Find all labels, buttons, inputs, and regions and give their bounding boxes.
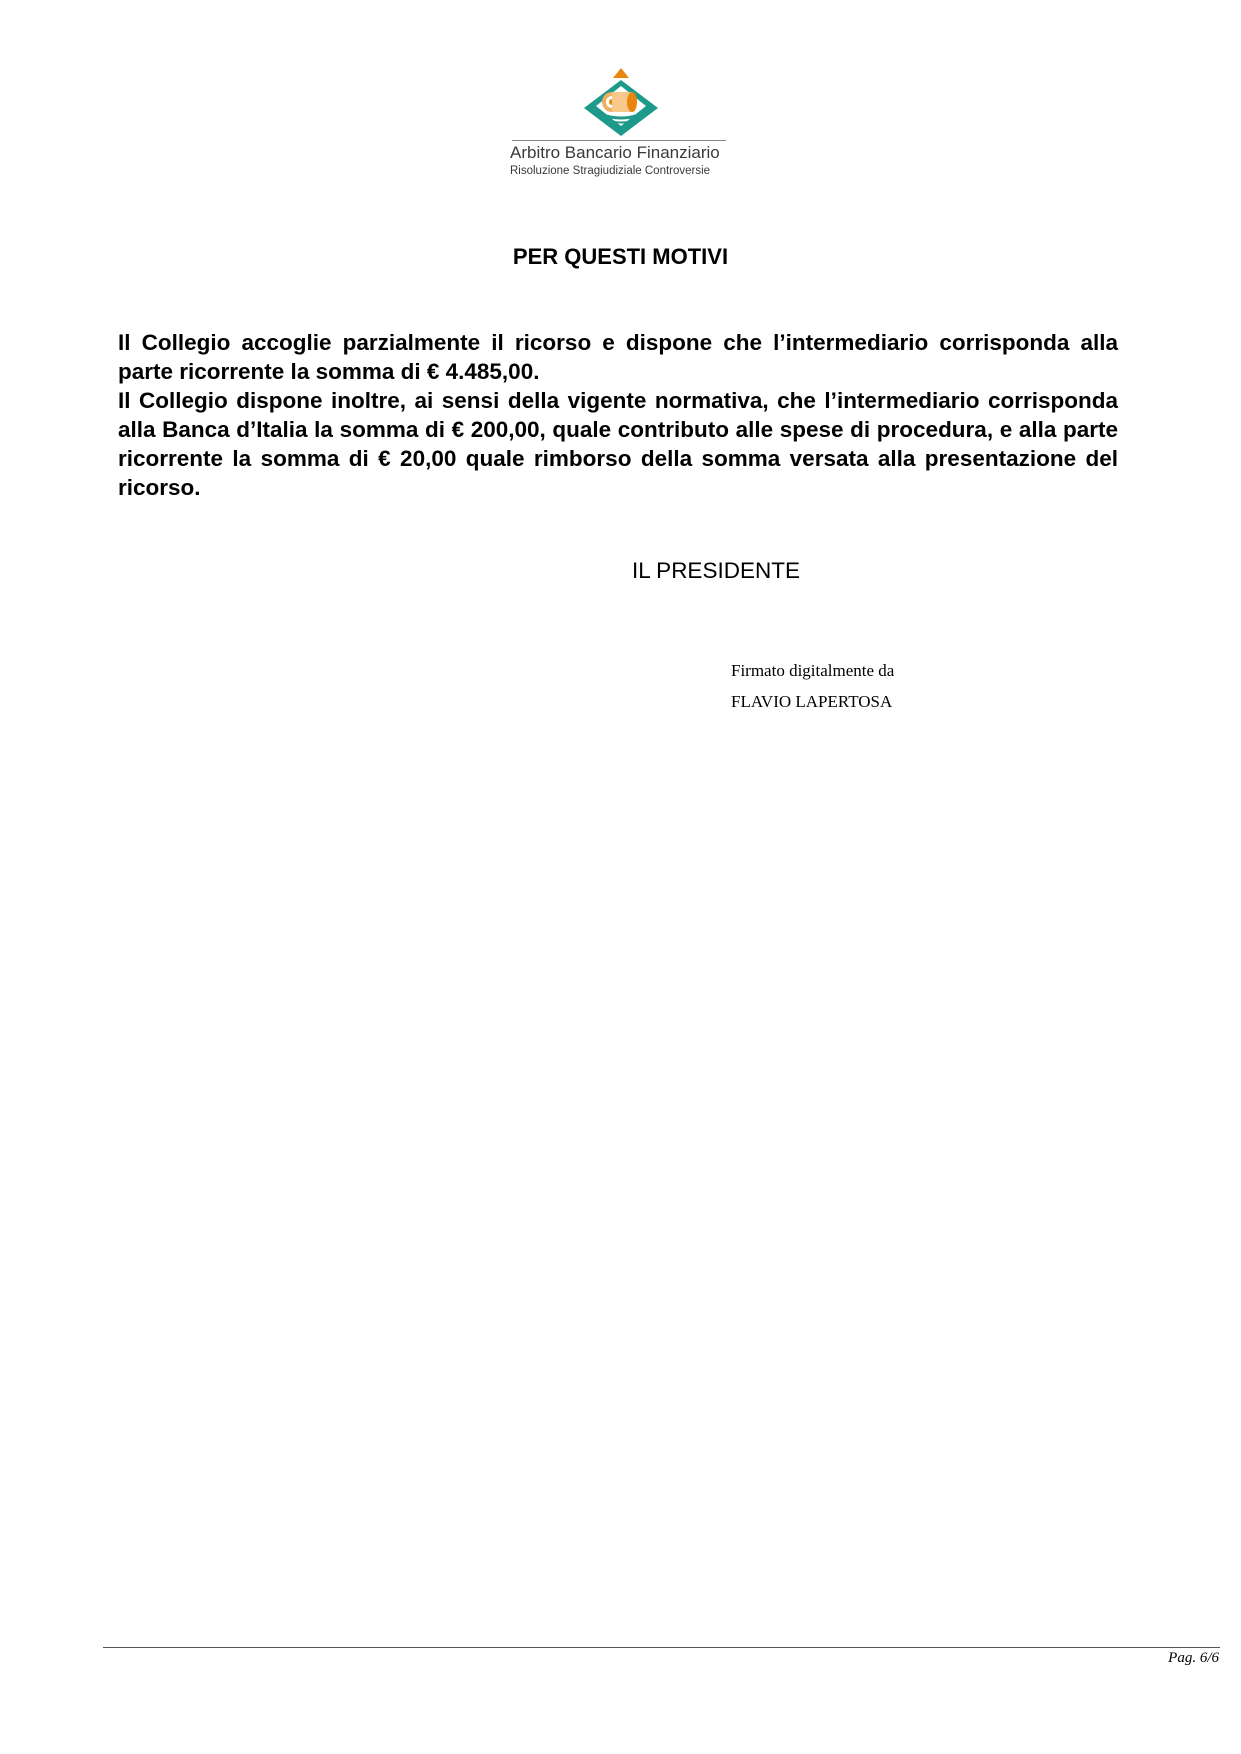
decision-paragraph: Il Collegio accoglie parzialmente il ricorso e dispone che l’intermediario corrisponda alla parte ricorrente la somma di € 4.485,00. [118,330,1118,384]
footer-divider [103,1647,1220,1648]
decision-paragraph: Il Collegio dispone inoltre, ai sensi della vigente normativa, che l’intermediario corrisponda alla Banca d’Italia la somma di € 200,00, quale contributo alle spese di procedura, e alla parte ricorrente la somma di € 20,00 quale rimborso della somma versata alla presentazione del ricorso. [118,388,1118,500]
logo-title: Arbitro Bancario Finanziario [510,143,720,162]
logo-subtitle: Risoluzione Stragiudiziale Controversie [510,165,711,177]
signature-name: FLAVIO LAPERTOSA [731,692,893,711]
logo-divider [512,140,726,141]
abf-emblem-icon [576,64,666,140]
section-heading: PER QUESTI MOTIVI [512,244,729,269]
decision-text [118,328,1118,502]
president-label: IL PRESIDENTE [632,558,800,583]
page-number: Pag. 6/6 [1168,1650,1219,1666]
abf-logo [508,64,734,184]
signature-line-1: Firmato digitalmente da [731,661,895,680]
